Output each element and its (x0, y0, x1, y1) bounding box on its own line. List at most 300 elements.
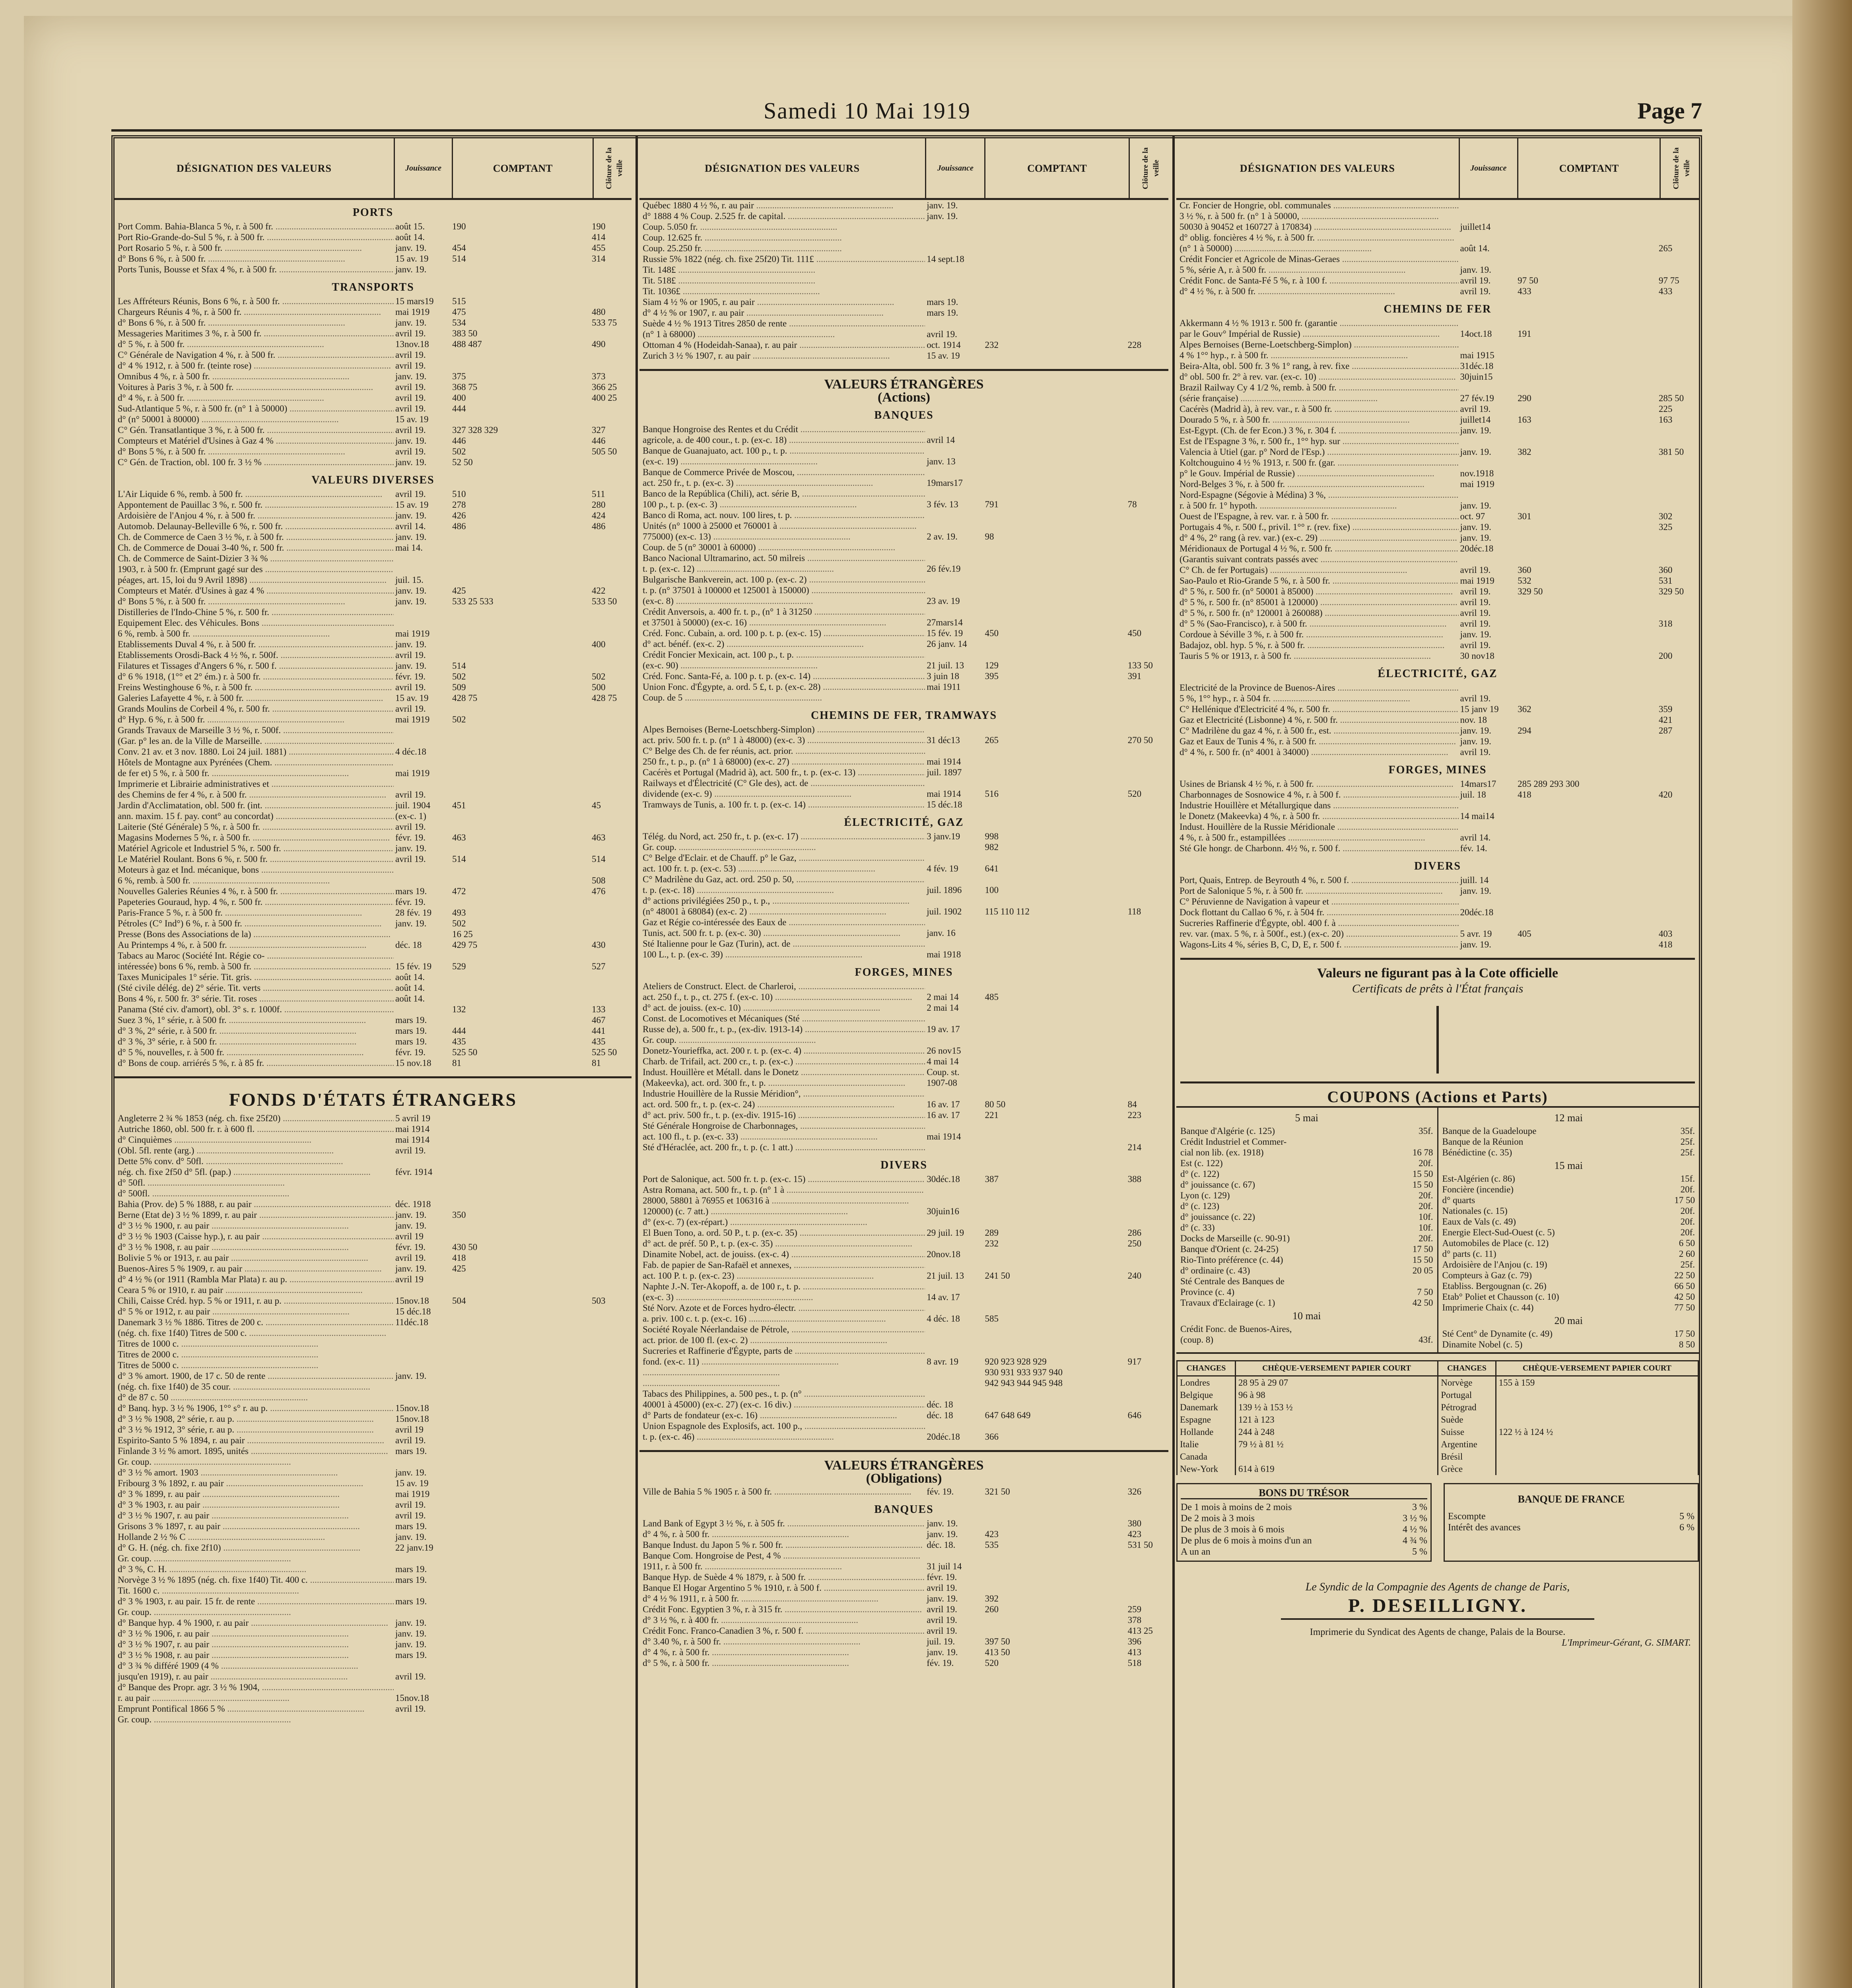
list-item (1180, 1254, 1433, 1265)
table-row (1176, 211, 1699, 221)
jouissance-cell: janv. 19. (395, 532, 427, 542)
veille-cell: 533 50 (592, 596, 617, 606)
list-item (1442, 1302, 1695, 1313)
item-name: cial non lib. (ex. 1918) (1180, 1147, 1264, 1157)
jouissance-cell: avril 19. (1460, 586, 1491, 596)
veille-cell (590, 532, 632, 542)
jouissance-cell: janv. 19. (927, 1594, 958, 1604)
comptant-cell: 488 487 (452, 339, 482, 349)
page-header (111, 97, 1702, 132)
table-row (1176, 565, 1699, 575)
change-place: Italie (1177, 1438, 1236, 1450)
veille-cell (590, 993, 632, 1004)
comptant-cell (983, 1142, 1126, 1153)
table-row (639, 585, 1168, 596)
veille-cell: 280 (592, 500, 606, 510)
item-name: Crédit Industriel et Commer- (1180, 1137, 1287, 1147)
comptant-cell: 446 (452, 436, 466, 446)
table-row (639, 542, 1168, 553)
table-row (639, 1388, 1168, 1399)
jouissance-cell: 3 fév. 13 (927, 499, 958, 509)
comptant-cell: 525 50 (452, 1047, 478, 1057)
comptant-cell: 327 328 329 (452, 425, 498, 435)
veille-cell (1657, 597, 1699, 608)
veille-cell (1126, 254, 1168, 264)
comptant-cell (983, 1550, 1126, 1561)
table-row (115, 339, 632, 349)
comptant-cell: 392 (985, 1594, 999, 1604)
comptant-cell: 81 (452, 1058, 461, 1068)
table-row (1176, 907, 1699, 918)
imprint-line: Imprimerie du Syndicat des Agents de change, Palais de la Bourse. (1310, 1627, 1566, 1637)
table-row (115, 1134, 632, 1145)
veille-cell (590, 897, 632, 907)
comptant-cell (451, 725, 590, 736)
jouissance-cell (1459, 821, 1516, 832)
veille-cell (590, 736, 632, 746)
coupon-date: 20 mai (1554, 1315, 1583, 1326)
veille-cell (590, 864, 632, 875)
designation-cell: Magasins Modernes 5 %, r. à 500 fr. ..... (115, 832, 394, 843)
table-row (115, 875, 632, 886)
veille-cell (1126, 831, 1168, 842)
item-value: 35f. (1419, 1126, 1433, 1136)
jouissance-cell: mai 1914 (927, 757, 961, 767)
table-row (1176, 554, 1699, 565)
table-row (115, 768, 632, 779)
designation-cell: (Obl. 5fl. rente (arg.) ..... (115, 1145, 394, 1156)
comptant-cell: 444 (452, 404, 466, 414)
jouissance-cell (925, 917, 983, 928)
comptant-cell (983, 949, 1126, 960)
column-3 (1176, 138, 1699, 1988)
veille-cell (590, 725, 632, 736)
veille-cell (1126, 767, 1168, 778)
coupon-list (1180, 1126, 1433, 1308)
jouissance-cell: avril 19. (395, 1145, 426, 1155)
veille-cell: 318 (1658, 619, 1673, 629)
jouissance-cell: janv. 19. (1460, 940, 1491, 949)
comptant-cell (451, 779, 590, 789)
jouissance-cell (925, 1303, 983, 1313)
change-place: Danemark (1177, 1401, 1236, 1413)
comptant-cell (983, 574, 1126, 585)
item-name: De plus de 3 mois à 6 mois (1181, 1524, 1285, 1535)
table-row (639, 1067, 1168, 1077)
jouissance-cell: févr. 19. (395, 897, 426, 907)
table-row (115, 1328, 632, 1338)
item-name: Etabliss. Bergougnan (c. 26) (1442, 1281, 1547, 1291)
table-row (639, 831, 1168, 842)
veille-cell (590, 349, 632, 360)
item-name: Escompte (1448, 1511, 1486, 1522)
veille-cell: 527 (592, 961, 606, 971)
designation-cell: Papeteries Gouraud, hyp. 4 %, r. 500 fr. ..... (115, 897, 394, 907)
designation-cell: d° actions privilégiées 250 p., t. p., ..... (639, 895, 925, 906)
jouissance-cell: mars 19. (395, 1015, 427, 1025)
jouissance-cell: janv. 19. (927, 200, 958, 210)
table-row (115, 1338, 632, 1349)
table-row (1176, 264, 1699, 275)
table-row (639, 1270, 1168, 1281)
comptant-cell: 450 (985, 628, 999, 638)
item-value: 15f. (1680, 1174, 1695, 1184)
jouissance-cell: 19mars17 (927, 478, 963, 488)
item-name: De 2 mois à 3 mois (1181, 1513, 1255, 1524)
comptant-cell: 514 (452, 661, 466, 671)
designation-cell: C° Belge des Ch. de fer réunis, act. prior. ..... (639, 746, 925, 756)
table-row (115, 1058, 632, 1068)
table-row (115, 940, 632, 950)
jouissance-cell: mars 19. (395, 1575, 427, 1585)
table-row (639, 1120, 1168, 1131)
designation-cell: Port Comm. Bahia-Blanca 5 %, r. à 500 fr. ..... (115, 221, 394, 232)
header-jouissance: Jouissance (1460, 138, 1519, 198)
designation-cell: 775000) (ex-c. 13) ..... (639, 531, 925, 542)
veille-cell (590, 1564, 632, 1574)
designation-cell: Cacérès et Portugal (Madrid à), act. 500 fr., t. p. (ex-c. 13) ..... (639, 767, 925, 778)
veille-cell (1126, 318, 1168, 329)
jouissance-cell: mai 1915 (1460, 350, 1494, 360)
table-row (115, 1004, 632, 1015)
change-rate: 614 à 619 (1235, 1463, 1438, 1475)
designation-cell: d° Bons 6 %, r. à 500 fr. ..... (115, 317, 394, 328)
designation-cell: Const. de Locomotives et Mécaniques (Sté ..... (639, 1013, 925, 1024)
section-rule (639, 369, 1168, 371)
veille-cell (1126, 1345, 1168, 1356)
comptant-cell: 485 (985, 992, 999, 1002)
comptant-cell: 329 50 (1518, 586, 1543, 596)
designation-cell: Usines de Briansk 4 ½ %, r. à 500 fr. ..... (1176, 779, 1459, 789)
table-row (115, 596, 632, 607)
signer-name: P. DESEILLIGNY. (1348, 1595, 1527, 1616)
designation-cell: L'Air Liquide 6 %, remb. à 500 fr. ..... (115, 489, 394, 499)
item-value: 5 % (1679, 1511, 1695, 1522)
hors-cote-title: Valeurs ne figurant pas à la Cote officielle (1317, 966, 1558, 980)
change-place: Espagne (1177, 1413, 1236, 1426)
table-row (1176, 243, 1699, 254)
item-name: d° parts (c. 11) (1442, 1249, 1496, 1259)
jouissance-cell (1459, 554, 1516, 565)
coupon-list (1180, 1324, 1433, 1345)
designation-cell: 50030 à 90452 et 160727 à 170834) ..... (1176, 221, 1459, 232)
table-row (1176, 714, 1699, 725)
veille-cell (590, 1532, 632, 1542)
change-rate: 79 ½ à 81 ½ (1235, 1438, 1438, 1450)
designation-cell: Fribourg 3 % 1892, r. au pair ..... (115, 1478, 394, 1489)
comptant-cell: 375 (452, 371, 466, 381)
comptant-cell (1516, 736, 1657, 747)
comptant-cell (451, 703, 590, 714)
change-rate: 244 à 248 (1235, 1426, 1438, 1438)
jouissance-cell: mai 1919 (395, 1489, 430, 1499)
designation-cell: d° 3 %, C. H. ..... (115, 1564, 394, 1574)
designation-cell: d° 5 %, r. à 500 fr. ..... (639, 1658, 925, 1668)
veille-cell (590, 1392, 632, 1403)
veille-cell (1126, 1002, 1168, 1013)
comptant-cell (451, 1167, 590, 1177)
jouissance-cell: janv. 19. (395, 586, 427, 596)
designation-cell: d° 4 % 1912, r. à 500 fr. (teinte rose) ..... (115, 360, 394, 371)
veille-cell: 490 (592, 339, 606, 349)
designation-cell: d° 5 %, r. 500 fr. (n° 50001 à 85000) ..... (1176, 586, 1459, 597)
veille-cell: 250 (1127, 1239, 1142, 1248)
section-title: FORGES, MINES (855, 966, 953, 978)
veille-cell: 505 50 (592, 447, 617, 456)
designation-cell: act. 100 P. t. p. (ex-c. 23) ..... (639, 1270, 925, 1281)
column-header (639, 138, 1168, 200)
comptant-cell (1516, 339, 1657, 350)
table-row (115, 1317, 632, 1328)
designation-cell: Presse (Bons des Associations de la) ..... (115, 929, 394, 940)
table-row (115, 1113, 632, 1124)
jouissance-cell: août 14. (395, 232, 425, 242)
veille-cell (1126, 1421, 1168, 1431)
veille-cell (1126, 563, 1168, 574)
table-row (639, 510, 1168, 520)
hors-cote-box (1180, 958, 1695, 1083)
table-row (639, 1399, 1168, 1410)
jouissance-cell (394, 1360, 451, 1371)
veille-cell (1126, 264, 1168, 275)
table-row (639, 1238, 1168, 1249)
designation-cell: Ouest de l'Espagne, à rev. var. r. à 500 fr. ..... (1176, 511, 1459, 522)
table-row (115, 446, 632, 457)
comptant-cell (983, 981, 1126, 992)
designation-cell: Russie 5% 1822 (nég. ch. fixe 25f20) Tit. 111£ ..... (639, 254, 925, 264)
change-rate (1235, 1450, 1438, 1463)
jouissance-cell: 15 av. 19 (395, 693, 429, 703)
table-row (639, 681, 1168, 692)
veille-cell (590, 768, 632, 779)
item-value: 17 50 (1674, 1329, 1695, 1339)
item-name: d° jouissance (c. 22) (1180, 1212, 1255, 1222)
table-row (115, 1553, 632, 1564)
jouissance-cell: avril 19. (1460, 286, 1491, 296)
comptant-cell: 418 (452, 1253, 466, 1263)
jouissance-cell (925, 1184, 983, 1195)
comptant-cell (451, 1478, 590, 1489)
jouissance-cell: 4 déc. 18 (927, 1314, 960, 1324)
table-row (115, 757, 632, 768)
veille-cell (1126, 1303, 1168, 1313)
table-row (115, 650, 632, 660)
veille-cell (1657, 629, 1699, 640)
jouissance-cell: avril 19 (395, 1231, 424, 1241)
table-row (1176, 875, 1699, 885)
table-row (115, 821, 632, 832)
table-row (115, 1036, 632, 1047)
designation-cell: Crédit Fonc. Franco-Canadien 3 %, r. 500 f. ..... (639, 1625, 925, 1636)
table-row (115, 607, 632, 617)
comptant-cell (451, 1134, 590, 1145)
table-row (639, 1572, 1168, 1582)
item-value: 20f. (1419, 1190, 1433, 1200)
table-row (115, 1047, 632, 1058)
jouissance-cell: 16 av. 17 (927, 1110, 960, 1120)
comptant-cell: 647 648 649 (985, 1410, 1031, 1420)
comptant-cell (451, 746, 590, 757)
designation-cell: Siam 4 ½ % or 1905, r. au pair ..... (639, 297, 925, 307)
jouissance-cell (925, 1195, 983, 1206)
jouissance-cell: janv. 13 (927, 456, 956, 466)
veille-cell: 508 (592, 876, 606, 885)
designation-cell: (ex-c. 3) ..... (639, 1292, 925, 1303)
comptant-cell: 285 289 293 300 (1518, 779, 1580, 789)
comptant-cell (451, 1574, 590, 1585)
table-row (1176, 650, 1699, 661)
designation-cell: Ch. de Commerce de Caen 3 ½ %, r. à 500 fr. ..... (115, 532, 394, 542)
table-row (115, 532, 632, 542)
designation-cell: Valencia à Utiel (gar. p° Nord de l'Esp.) ..... (1176, 447, 1459, 457)
comptant-cell (1516, 436, 1657, 447)
table-row (115, 1628, 632, 1639)
designation-cell: Indust. Houillère de la Russie Méridionale ..... (1176, 821, 1459, 832)
table-row (115, 1435, 632, 1446)
veille-cell: 424 (592, 511, 606, 520)
comptant-cell (1516, 554, 1657, 565)
veille-cell (1657, 468, 1699, 479)
table-row (639, 1335, 1168, 1345)
jouissance-cell: avril 19. (1460, 693, 1491, 703)
designation-cell: 100 p., t. p. (ex-c. 3) ..... (639, 499, 925, 510)
table-row (1176, 425, 1699, 436)
changes-body (1177, 1376, 1698, 1475)
veille-cell: 467 (592, 1015, 606, 1025)
changes-row (1177, 1463, 1698, 1475)
veille-cell (1126, 863, 1168, 874)
item-value: 17 50 (1674, 1195, 1695, 1205)
jouissance-cell: juil. 1896 (927, 885, 962, 895)
jouissance-cell (394, 1682, 451, 1693)
jouissance-cell: déc. 1918 (395, 1199, 431, 1209)
table-row (115, 628, 632, 639)
veille-cell: 423 (1127, 1529, 1142, 1539)
list-item (1442, 1281, 1695, 1291)
jouissance-cell: (ex-c. 1) (395, 811, 426, 821)
jouissance-cell: 20déc.18 (927, 1432, 960, 1442)
designation-cell: Etablissements Orosdi-Back 4 ½ %, r. 500f. ..... (115, 650, 394, 660)
designation-cell: Sté d'Héraclée, act. 200 fr., t. p. (c. 1 att.) ..... (639, 1142, 925, 1153)
comptant-cell: 791 (985, 499, 999, 509)
designation-cell: Brazil Railway Cy 4 1/2 %, remb. à 500 fr. ..... (1176, 382, 1459, 393)
table-row (115, 221, 632, 232)
comptant-cell: 232 (985, 1239, 999, 1248)
table-row (639, 1367, 1168, 1378)
veille-cell: 450 (1127, 628, 1142, 638)
comptant-cell (1516, 640, 1657, 650)
table-row (639, 286, 1168, 297)
veille-cell (1126, 1217, 1168, 1227)
jouissance-cell: mai 1919 (1460, 479, 1494, 489)
veille-cell (590, 650, 632, 660)
comptant-cell (983, 1582, 1126, 1593)
table-row (115, 725, 632, 736)
jouissance-cell: avril 19. (395, 650, 426, 660)
jouissance-cell: 15 mars19 (395, 296, 434, 306)
section-title: CHEMINS DE FER (1384, 303, 1492, 315)
designation-cell: Ch. de Commerce de Saint-Dizier 3 ¾ % ..... (115, 553, 394, 564)
comptant-cell (1516, 500, 1657, 511)
section-title: DIVERS (880, 1159, 927, 1171)
jouissance-cell: juil. 18 (1460, 790, 1486, 800)
designation-cell: 100 L., t. p. (ex-c. 39) ..... (639, 949, 925, 960)
changes-row (1177, 1426, 1698, 1438)
comptant-cell: 426 (452, 511, 466, 520)
jouissance-cell: mars 19. (395, 886, 427, 896)
jouissance-cell: janv. 19. (395, 371, 427, 381)
veille-cell (590, 757, 632, 768)
veille-cell: 446 (592, 436, 606, 446)
veille-cell: 396 (1127, 1637, 1142, 1646)
table-row (115, 1424, 632, 1435)
veille-cell (590, 1682, 632, 1693)
table-row (115, 854, 632, 864)
veille-cell (590, 1553, 632, 1564)
designation-cell: d° Parts de fondateur (ex-c. 16) ..... (639, 1410, 925, 1421)
table-row (115, 232, 632, 243)
veille-cell (590, 1338, 632, 1349)
table-row (1176, 532, 1699, 543)
designation-cell: par le Gouv° Impérial de Russie) ..... (1176, 328, 1459, 339)
list-item (1180, 1126, 1433, 1136)
jouissance-cell: janv. 19. (395, 511, 427, 520)
jouissance-cell (925, 1345, 983, 1356)
table-row (639, 1142, 1168, 1153)
actions-subtitle: (Actions) (877, 390, 931, 405)
item-value: 15 50 (1412, 1169, 1433, 1179)
table-row (1176, 275, 1699, 286)
designation-cell: d° 4 %, r. à 500 fr. ..... (115, 392, 394, 403)
jouissance-cell (394, 617, 451, 628)
veille-cell: 163 (1658, 415, 1673, 425)
table-row (1176, 779, 1699, 789)
jouissance-cell: janv. 19. (927, 1647, 958, 1657)
jouissance-cell: janv. 19. (395, 596, 427, 606)
jouissance-cell (925, 318, 983, 329)
table-row (639, 340, 1168, 350)
jouissance-cell: 31 déc13 (927, 735, 960, 745)
comptant-cell (451, 1435, 590, 1446)
designation-cell: d° 3 ½ % 1900, r. au pair ..... (115, 1220, 394, 1231)
jouissance-cell: avril 19. (1460, 597, 1491, 607)
comptant-cell (983, 1013, 1126, 1024)
table-row (115, 425, 632, 435)
comptant-cell (451, 875, 590, 886)
list-item (1180, 1222, 1433, 1233)
table-row (115, 317, 632, 328)
veille-cell (1657, 875, 1699, 885)
table-row (1176, 832, 1699, 843)
designation-cell: d° 5 % or 1912, r. au pair ..... (115, 1306, 394, 1317)
comptant-cell (451, 349, 590, 360)
change-rate (1496, 1450, 1698, 1463)
comptant-cell (983, 1260, 1126, 1270)
comptant-cell (1516, 532, 1657, 543)
designation-cell: Industrie Houillère de la Russie Méridion°, ..... (639, 1088, 925, 1099)
designation-cell: d° Bons 5 %, r. à 500 fr. ..... (115, 596, 394, 607)
designation-cell: Astra Romana, act. 500 fr., t. p. (n° 1 à ..... (639, 1184, 925, 1195)
table-row (115, 1025, 632, 1036)
jouissance-cell: 23 av. 19 (927, 596, 960, 606)
veille-cell (590, 1242, 632, 1252)
comptant-cell (451, 1521, 590, 1532)
designation-cell: d° (n° 50001 à 80000) ..... (115, 414, 394, 425)
veille-cell (1126, 1013, 1168, 1024)
jouissance-cell: janv. 19. (395, 457, 427, 467)
designation-cell: d° 3 ½ % 1907, r. au pair ..... (115, 1639, 394, 1650)
table-row (115, 371, 632, 382)
